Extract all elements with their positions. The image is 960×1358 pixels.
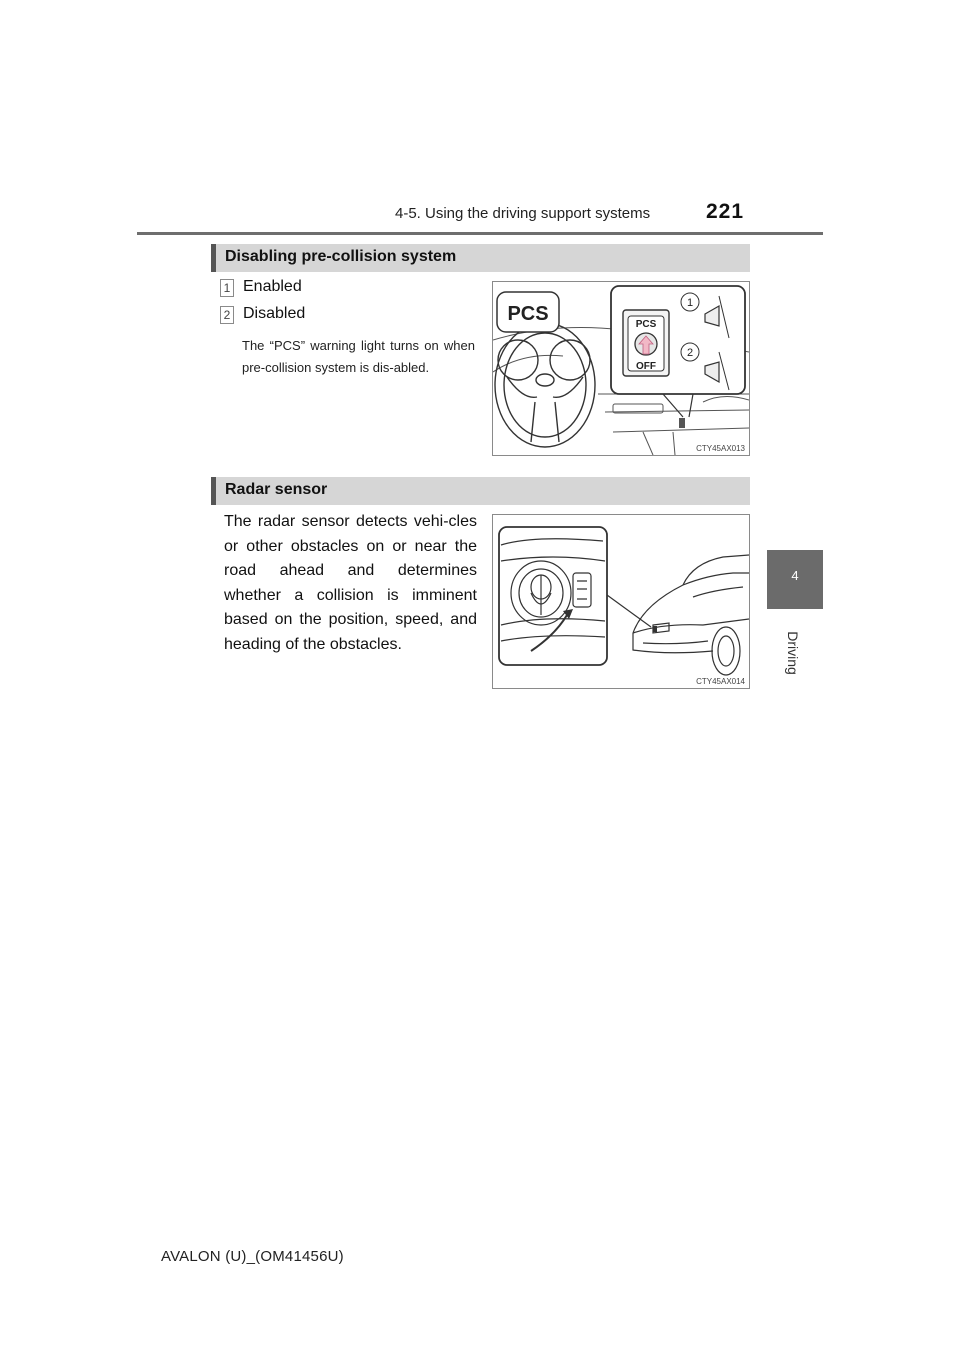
chapter-number: 4 (791, 568, 799, 583)
section-title: Radar sensor (225, 481, 328, 498)
warning-note: The “PCS” warning light turns on when pre-collision system is dis-abled. (242, 338, 475, 375)
footer-model: AVALON (U)_(OM41456U) (161, 1248, 344, 1265)
pcs-switch-figure (492, 281, 750, 456)
section-marker (211, 477, 216, 505)
chapter-label: Driving (785, 631, 801, 675)
figure-code-1: CTY45AX013 (696, 444, 745, 453)
radar-sensor-figure (492, 514, 750, 689)
page-number: 221 (706, 200, 745, 223)
section-marker (211, 244, 216, 272)
pcs-indicator-text: PCS (507, 303, 549, 325)
radar-sensor-description: The radar sensor detects vehi-cles or other obstacles on or near the road ahead and determines whether a collision is imminent based on the position, speed, and heading of the obstacles. (224, 513, 477, 653)
callout-2: 2 (686, 347, 694, 359)
item-label-disabled: Disabled (243, 305, 306, 322)
item-number-2: 2 (220, 306, 234, 324)
running-head: 4-5. Using the driving support systems (395, 205, 651, 222)
section-title: Disabling pre-collision system (225, 248, 457, 265)
header-rule (137, 232, 823, 235)
section-header-disabling-pcs (211, 244, 750, 272)
switch-top-text: PCS (635, 319, 657, 330)
figure-code-2: CTY45AX014 (696, 677, 745, 686)
radar-sensor-illustration (493, 515, 749, 688)
section-header-radar-sensor (211, 477, 750, 505)
switch-bottom-text: OFF (636, 361, 656, 372)
item-number-1: 1 (220, 279, 234, 297)
item-label-enabled: Enabled (243, 278, 302, 295)
callout-1: 1 (686, 297, 694, 309)
pcs-switch-illustration (493, 282, 749, 455)
